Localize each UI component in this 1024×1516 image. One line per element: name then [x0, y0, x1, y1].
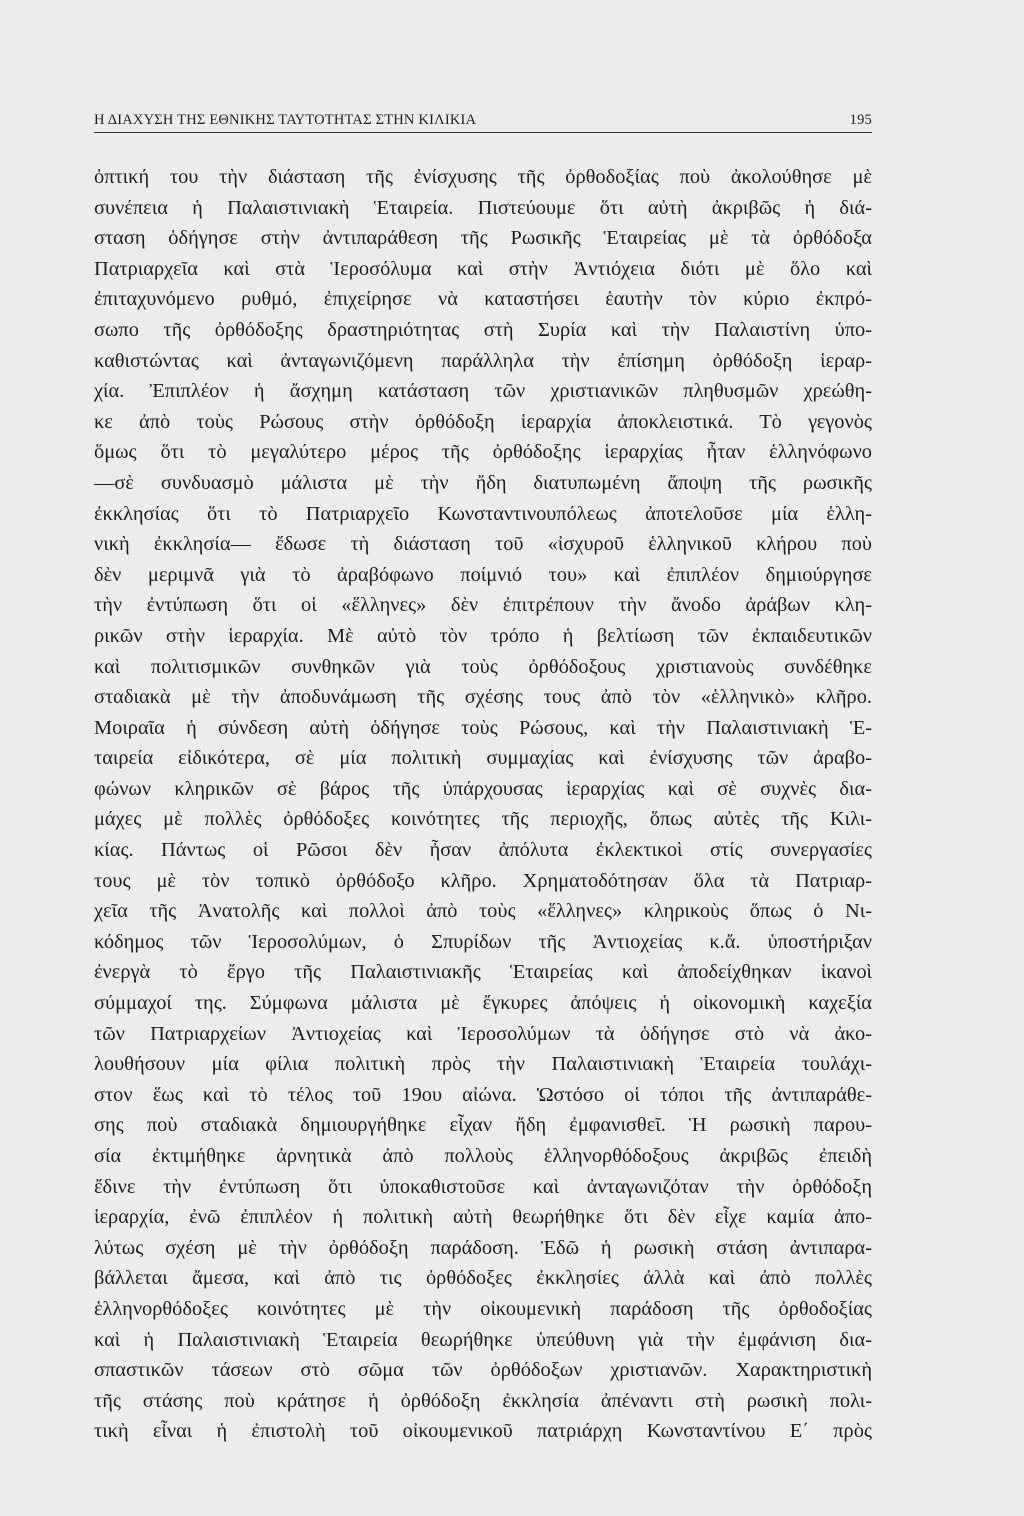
text-line: ἐπιταχυνόμενο ρυθμό, ἐπιχείρησε νὰ καταστήσει ἑαυτὴν τὸν κύριο ἐκπρό- [94, 288, 872, 311]
text-line: σία ἐκτιμήθηκε ἀρνητικὰ ἀπὸ πολλοὺς ἑλληνορθόδοξους ἀκριβῶς ἐπειδὴ [94, 1145, 872, 1167]
text-line: ἐκκλησίας ὅτι τὸ Πατριαρχεῖο Κωνσταντινουπόλεως ἀποτελοῦσε μία ἑλλη- [94, 502, 872, 525]
text-line: στον ἕως καὶ τὸ τέλος τοῦ 19ου αἰώνα. Ὡστόσο οἱ τόποι τῆς ἀντιπαράθε- [94, 1083, 872, 1106]
text-line: χεῖα τῆς Ἀνατολῆς καὶ πολλοὶ ἀπὸ τοὺς «ἕλληνες» κληρικοὺς ὅπως ὁ Νι- [94, 900, 872, 923]
text-line: σταση ὁδήγησε στὴν ἀντιπαράθεση τῆς Ρωσικῆς Ἑταιρείας μὲ τὰ ὀρθόδοξα [94, 227, 872, 250]
text-line: τῆς στάσης ποὺ κράτησε ἡ ὀρθόδοξη ἐκκλησία ἀπέναντι στὴ ρωσικὴ πολι- [94, 1389, 872, 1412]
text-line: ρικῶν στὴν ἱεραρχία. Μὲ αὐτὸ τὸν τρόπο ἡ βελτίωση τῶν ἐκπαιδευτικῶν [94, 624, 872, 647]
text-line: κόδημος τῶν Ἱεροσολύμων, ὁ Σπυρίδων τῆς Ἀντιοχείας κ.ἄ. ὑποστήριξαν [94, 930, 872, 953]
text-line: —σὲ συνδυασμὸ μάλιστα μὲ τὴν ἤδη διατυπωμένη ἄποψη τῆς ρωσικῆς [94, 471, 872, 494]
text-line: τικὴ εἶναι ἡ ἐπιστολὴ τοῦ οἰκουμενικοῦ πατριάρχη Κωνσταντίνου Ε΄ πρὸς [94, 1420, 872, 1443]
text-line: ὅμως ὅτι τὸ μεγαλύτερο μέρος τῆς ὀρθόδοξης ἱεραρχίας ἦταν ἑλληνόφωνο [94, 441, 872, 464]
text-line: καὶ ἡ Παλαιστινιακὴ Ἑταιρεία θεωρήθηκε ὑπεύθυνη γιὰ τὴν ἐμφάνιση δια- [94, 1328, 872, 1351]
text-line: βάλλεται ἄμεσα, καὶ ἀπὸ τις ὀρθόδοξες ἐκκλησίες ἀλλὰ καὶ ἀπὸ πολλὲς [94, 1267, 872, 1290]
text-line: ἑλληνορθόδοξες κοινότητες μὲ τὴν οἰκουμενικὴ παράδοση τῆς ὀρθοδοξίας [94, 1297, 872, 1320]
text-line: δὲν μεριμνᾶ γιὰ τὸ ἀραβόφωνο ποίμνιό του» καὶ ἐπιπλέον δημιούργησε [94, 563, 872, 586]
text-line: ἐνεργὰ τὸ ἔργο τῆς Παλαιστινιακῆς Ἑταιρείας καὶ ἀποδείχθηκαν ἱκανοὶ [94, 961, 872, 984]
text-line: σύμμαχοί της. Σύμφωνα μάλιστα μὲ ἔγκυρες ἀπόψεις ἡ οἰκονομικὴ καχεξία [94, 992, 872, 1015]
text-line: χία. Ἐπιπλέον ἡ ἄσχημη κατάσταση τῶν χριστιανικῶν πληθυσμῶν χρεώθη- [94, 380, 872, 403]
text-line: φώνων κληρικῶν σὲ βάρος τῆς ὑπάρχουσας ἱεραρχίας καὶ σὲ συχνὲς δια- [94, 777, 872, 800]
text-line: λουθήσουν μία φίλια πολιτικὴ πρὸς τὴν Παλαιστινιακὴ Ἑταιρεία τουλάχι- [94, 1053, 872, 1076]
text-line: τους μὲ τὸν τοπικὸ ὀρθόδοξο κλῆρο. Χρηματοδότησαν ὅλα τὰ Πατριαρ- [94, 869, 872, 892]
text-line: ἔδινε τὴν ἐντύπωση ὅτι ὑποκαθιστοῦσε καὶ ἀνταγωνιζόταν τὴν ὀρθόδοξη [94, 1175, 872, 1198]
text-line: ταιρεία εἰδικότερα, σὲ μία πολιτικὴ συμμαχίας καὶ ἐνίσχυσης τῶν ἀραβο- [94, 747, 872, 770]
text-line: καὶ πολιτισμικῶν συνθηκῶν γιὰ τοὺς ὀρθόδοξους χριστιανοὺς συνδέθηκε [94, 655, 872, 678]
running-head [94, 110, 872, 133]
text-line: μάχες μὲ πολλὲς ὀρθόδοξες κοινότητες τῆς περιοχῆς, ὅπως αὐτὲς τῆς Κιλι- [94, 808, 872, 831]
text-line: σης ποὺ σταδιακὰ δημιουργήθηκε εἶχαν ἤδη ἐμφανισθεῖ. Ἡ ρωσικὴ παρου- [94, 1114, 872, 1137]
text-line: τὴν ἐντύπωση ὅτι οἱ «ἕλληνες» δὲν ἐπιτρέπουν τὴν ἄνοδο ἀράβων κλη- [94, 594, 872, 617]
text-line: ἱεραρχία, ἐνῶ ἐπιπλέον ἡ πολιτικὴ αὐτὴ θεωρήθηκε ὅτι δὲν εἶχε καμία ἀπο- [94, 1206, 872, 1229]
text-line: σταδιακὰ μὲ τὴν ἀποδυνάμωση τῆς σχέσης τους ἀπὸ τὸν «ἑλληνικὸ» κλῆρο. [94, 686, 872, 709]
text-line: λύτως σχέση μὲ τὴν ὀρθόδοξη παράδοση. Ἐδῶ ἡ ρωσικὴ στάση ἀντιπαρα- [94, 1236, 872, 1259]
running-title: Η ΔΙΑΧΥΣΗ ΤΗΣ ΕΘΝΙΚΗΣ ΤΑΥΤΟΤΗΤΑΣ ΣΤΗΝ ΚΙΛΙΚΙΑ [94, 112, 477, 128]
text-line: συνέπεια ἡ Παλαιστινιακὴ Ἑταιρεία. Πιστεύουμε ὅτι αὐτὴ ἀκριβῶς ἡ διά- [94, 196, 872, 219]
text-line: Πατριαρχεῖα καὶ στὰ Ἱεροσόλυμα καὶ στὴν Ἀντιόχεια διότι μὲ ὅλο καὶ [94, 257, 872, 280]
page-number: 195 [849, 112, 872, 128]
text-line: καθιστώντας καὶ ἀνταγωνιζόμενη παράλληλα τὴν ἐπίσημη ὀρθόδοξη ἱεραρ- [94, 349, 872, 372]
text-line: ὀπτική του τὴν διάσταση τῆς ἐνίσχυσης τῆς ὀρθοδοξίας ποὺ ἀκολούθησε μὲ [94, 166, 872, 188]
text-line: νικὴ ἐκκλησία— ἔδωσε τὴ διάσταση τοῦ «ἰσχυροῦ ἑλληνικοῦ κλήρου ποὺ [94, 533, 872, 556]
text-line: τῶν Πατριαρχείων Ἀντιοχείας καὶ Ἱεροσολύμων τὰ ὁδήγησε στὸ νὰ ἀκο- [94, 1022, 872, 1045]
body-text [94, 162, 872, 1447]
text-line: σωπο τῆς ὀρθόδοξης δραστηριότητας στὴ Συρία καὶ τὴν Παλαιστίνη ὑπο- [94, 318, 872, 341]
text-line: σπαστικῶν τάσεων στὸ σῶμα τῶν ὀρθόδοξων χριστιανῶν. Χαρακτηριστικὴ [94, 1359, 872, 1382]
text-line: κε ἀπὸ τοὺς Ρώσους στὴν ὀρθόδοξη ἱεραρχία ἀποκλειστικά. Τὸ γεγονὸς [94, 410, 872, 433]
text-line: Μοιραῖα ἡ σύνδεση αὐτὴ ὁδήγησε τοὺς Ρώσους, καὶ τὴν Παλαιστινιακὴ Ἑ- [94, 716, 872, 739]
text-line: κίας. Πάντως οἱ Ρῶσοι δὲν ἦσαν ἀπόλυτα ἐκλεκτικοὶ στίς συνεργασίες [94, 839, 872, 862]
